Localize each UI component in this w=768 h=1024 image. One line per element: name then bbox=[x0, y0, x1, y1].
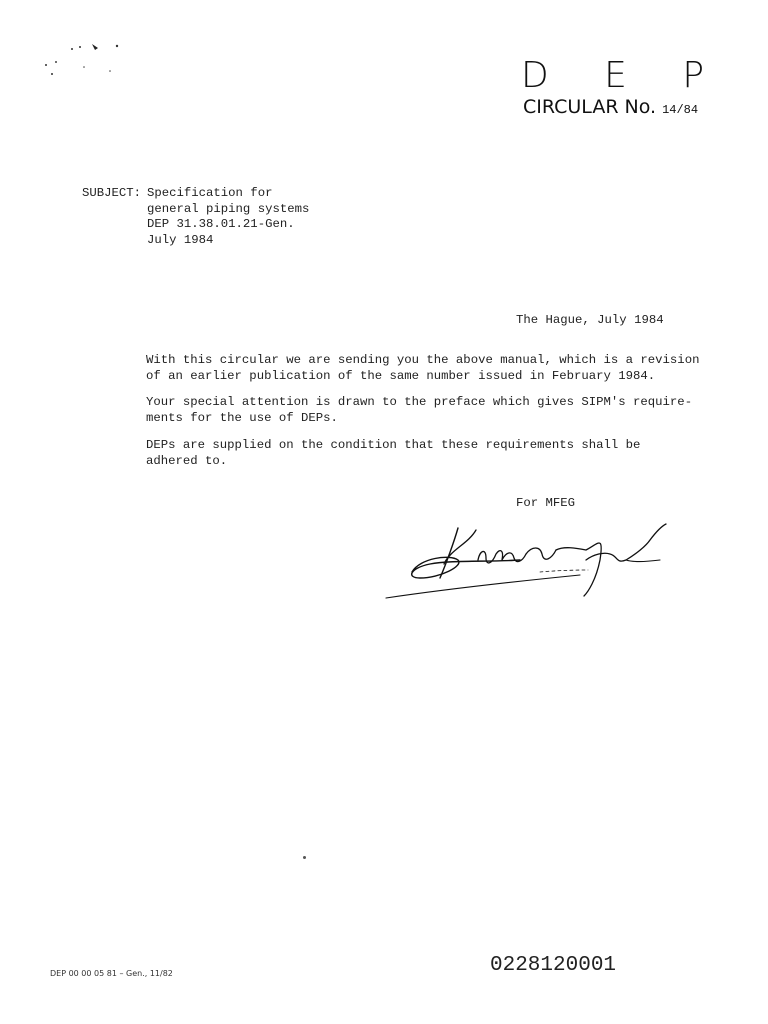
dep-title: D E P bbox=[521, 55, 727, 96]
signoff-label: For MFEG bbox=[516, 496, 576, 510]
paragraph-line: adhered to. bbox=[146, 453, 228, 468]
scan-dot bbox=[303, 856, 306, 859]
subject-line: July 1984 bbox=[147, 232, 214, 247]
paragraph-line: of an earlier publication of the same number issued in February 1984. bbox=[146, 368, 656, 383]
document-number: 0228120001 bbox=[490, 954, 617, 977]
paragraph-line: ments for the use of DEPs. bbox=[146, 410, 338, 425]
circular-number: 14/84 bbox=[662, 103, 699, 117]
paragraph-2 bbox=[146, 395, 692, 426]
subject-label: SUBJECT: bbox=[82, 186, 142, 200]
circular-no-label: No. bbox=[624, 96, 657, 118]
subject-line: general piping systems bbox=[147, 201, 310, 216]
subject-line: Specification for bbox=[147, 186, 273, 200]
paragraph-1 bbox=[146, 353, 699, 384]
circular-label: CIRCULAR bbox=[523, 96, 619, 118]
form-code: DEP 00 00 05 81 – Gen., 11/82 bbox=[50, 969, 173, 978]
paragraph-line: DEPs are supplied on the condition that these requirements shall be bbox=[146, 438, 641, 452]
paragraph-line: Your special attention is drawn to the preface which gives SIPM's require- bbox=[146, 395, 693, 409]
paragraph-line: With this circular we are sending you the above manual, which is a revision bbox=[146, 353, 700, 367]
circular-heading bbox=[523, 98, 698, 117]
scan-specks bbox=[0, 0, 140, 100]
place-date: The Hague, July 1984 bbox=[516, 313, 664, 327]
subject-text bbox=[147, 186, 309, 248]
paragraph-3 bbox=[146, 438, 640, 469]
subject-line: DEP 31.38.01.21-Gen. bbox=[147, 217, 295, 231]
handwritten-signature bbox=[380, 520, 700, 610]
